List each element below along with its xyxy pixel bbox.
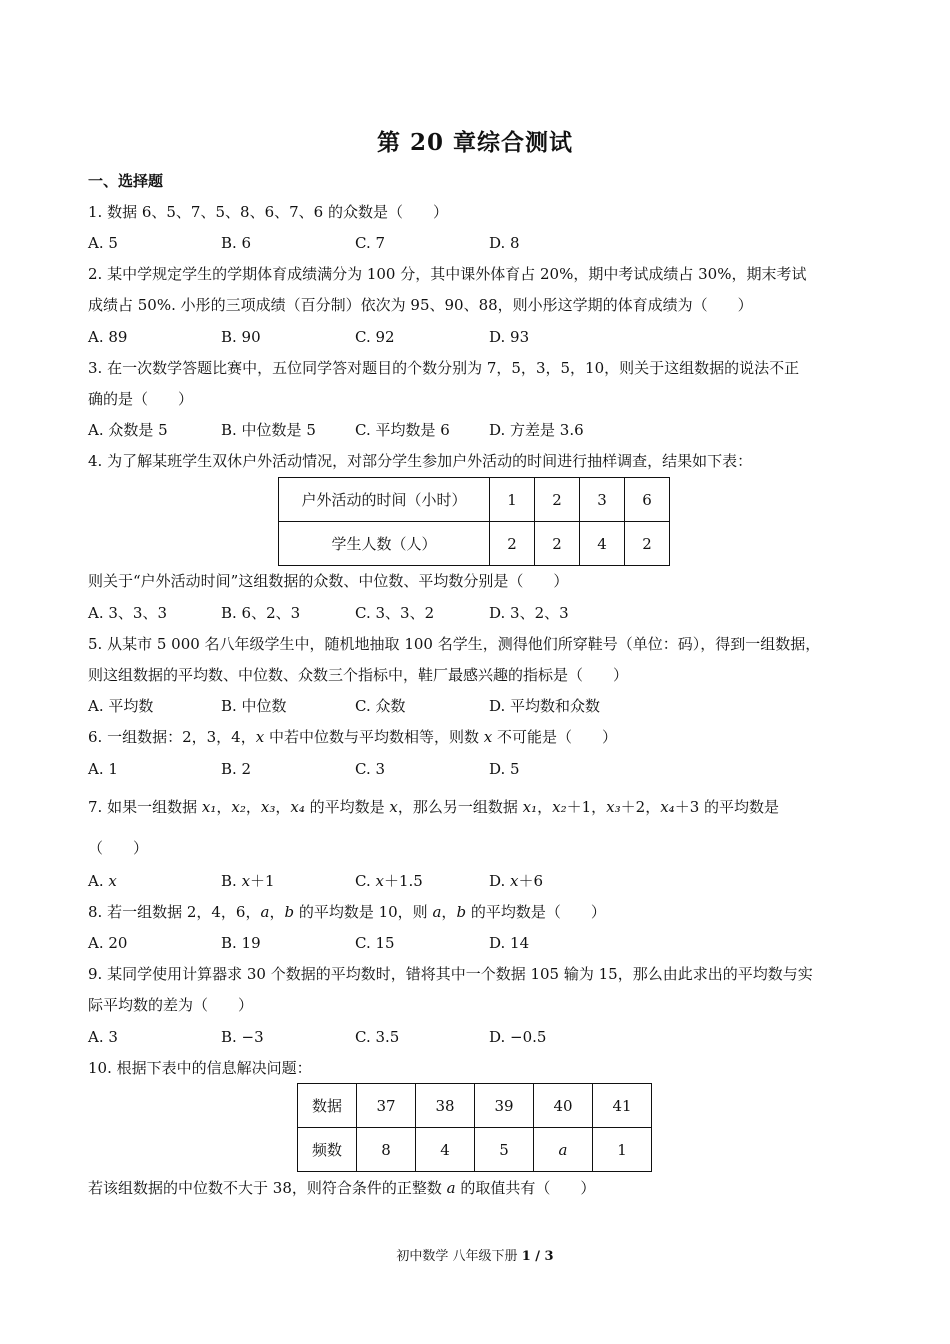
question-2-stem-line1: 2. 某中学规定学生的学期体育成绩满分为 100 分，其中课外体育占 20%，期中考试成绩占 30%，期末考试 [88,265,807,283]
variable-b: b [456,903,467,921]
table-cell: 38 [416,1084,475,1128]
stem-text: ， [441,903,457,921]
variable-x: x [483,728,493,746]
stem-text: ， [275,798,291,816]
question-8-options [88,933,868,953]
page-number: 1 / 3 [521,1249,554,1264]
option-d[interactable]: D. 14 [489,934,530,952]
option-c[interactable]: C. 众数 [355,697,406,715]
option-d[interactable] [489,871,543,891]
option-a[interactable]: A. 89 [88,328,128,346]
option-a[interactable]: A. 3 [88,1028,118,1046]
stem-text: ＋2， [620,798,661,816]
stem-text: ，那么另一组数据 [397,798,523,816]
table-cell: 1 [490,478,535,522]
stem-text: 6. 一组数据：2，3，4， [88,728,256,746]
section-heading: 一、选择题 [88,172,164,190]
table-header-cell: 频数 [298,1128,357,1172]
option-b[interactable]: B. 90 [221,328,261,346]
question-6-options [88,759,868,779]
variable-a: a [432,903,442,921]
question-7-options [88,871,868,891]
table-cell: 2 [490,522,535,566]
option-text: ＋6 [518,872,544,890]
option-a[interactable]: A. 1 [88,760,118,778]
option-c[interactable]: C. 7 [355,234,386,252]
option-a[interactable]: A. 5 [88,234,118,252]
stem-text: 的平均数是 10，则 [294,903,433,921]
variable: x₂ [552,798,567,816]
variable-x: x [510,872,519,890]
option-a[interactable]: A. 20 [88,934,128,952]
option-text: ＋1.5 [383,872,423,890]
question-7-stem-line2: （ ） [88,839,149,857]
option-letter: A. [88,872,109,890]
table-header-cell: 户外活动的时间（小时） [279,478,490,522]
variable: x₄ [660,798,675,816]
question-4-after: 则关于“户外活动时间”这组数据的众数、中位数、平均数分别是（ ） [88,572,569,590]
stem-text: ， [537,798,553,816]
option-c[interactable]: C. 15 [355,934,395,952]
table-row [279,522,670,566]
option-d[interactable]: D. 5 [489,760,520,778]
variable: x₂ [231,798,246,816]
option-b[interactable]: B. 6、2、3 [221,604,301,622]
question-1-options [88,233,868,253]
option-c[interactable] [355,871,423,891]
stem-text: ＋3 的平均数是 [674,798,779,816]
question-2-options [88,327,868,347]
option-b[interactable]: B. 6 [221,234,252,252]
variable-b: b [284,903,295,921]
stem-text: 7. 如果一组数据 [88,798,202,816]
table-row [298,1128,652,1172]
question-3-stem-line1: 3. 在一次数学答题比赛中，五位同学答对题目的个数分别为 7，5，3，5，10，则关于这组数据的说法不正 [88,359,800,377]
option-a[interactable]: A. 众数是 5 [88,421,168,439]
table-cell: 5 [475,1128,534,1172]
table-cell: 39 [475,1084,534,1128]
table-cell: 2 [535,522,580,566]
variable-x: x [241,872,251,890]
table-cell: 41 [593,1084,652,1128]
table-cell: 8 [357,1128,416,1172]
option-d[interactable]: D. −0.5 [489,1028,547,1046]
question-5-options [88,696,868,716]
question-5-stem-line2: 则这组数据的平均数、中位数、众数三个指标中，鞋厂最感兴趣的指标是（ ） [88,666,629,684]
question-3-options [88,420,868,440]
variable-x: x [375,872,384,890]
question-2-stem-line2: 成绩占 50%. 小彤的三项成绩（百分制）依次为 95、90、88，则小彤这学期的体育成绩为（ ） [88,296,753,314]
table-cell: a [534,1128,593,1172]
stem-text: 的平均数是 [304,798,390,816]
option-b[interactable]: B. 2 [221,760,252,778]
page-title: 第 20 章综合测试 [376,129,574,156]
option-b[interactable]: B. 19 [221,934,261,952]
question-5-stem-line1: 5. 从某市 5 000 名八年级学生中，随机地抽取 100 名学生，测得他们所穿鞋号（单位：码），得到一组数据， [88,635,821,653]
stem-text: 的平均数是（ ） [466,903,606,921]
footer-label: 初中数学 八年级下册 [396,1249,522,1264]
table-row [279,478,670,522]
table-header-cell: 数据 [298,1084,357,1128]
stem-text: ， [216,798,232,816]
option-a[interactable]: A. 3、3、3 [88,604,167,622]
variable: x₁ [522,798,538,816]
table-cell: 40 [534,1084,593,1128]
option-c[interactable]: C. 92 [355,328,395,346]
question-1-stem: 1. 数据 6、5、7、5、8、6、7、6 的众数是（ ） [88,203,448,221]
question-9-options [88,1027,868,1047]
table-cell: 3 [580,478,625,522]
option-a[interactable]: A. 平均数 [88,697,154,715]
question-10-after [88,1178,868,1198]
stem-text: ， [245,798,261,816]
variable-x: x [108,872,117,890]
stem-text: ＋1， [566,798,607,816]
option-text: ＋1 [250,872,275,890]
option-d[interactable]: D. 3、2、3 [489,604,569,622]
table-cell: 2 [535,478,580,522]
variable: x₃ [606,798,621,816]
option-b[interactable]: B. −3 [221,1028,264,1046]
question-8-stem [88,902,868,922]
activity-time-table [278,477,670,566]
option-d[interactable]: D. 93 [489,328,530,346]
option-c[interactable]: C. 3 [355,760,386,778]
table-row [298,1084,652,1128]
variable-a: a [446,1179,456,1197]
question-6-stem [88,727,868,747]
table-cell: 37 [357,1084,416,1128]
option-d[interactable]: D. 平均数和众数 [489,697,601,715]
variable: x₁ [201,798,217,816]
stem-text: 8. 若一组数据 2，4，6， [88,903,261,921]
stem-text: 的取值共有（ ） [455,1179,596,1197]
option-d[interactable]: D. 方差是 3.6 [489,421,584,439]
table-cell: 6 [625,478,670,522]
variable-x: x [255,728,265,746]
table-cell: 4 [580,522,625,566]
option-letter: B. [221,872,242,890]
stem-text: ， [269,903,285,921]
option-b[interactable]: B. 中位数是 5 [221,421,316,439]
table-cell: 4 [416,1128,475,1172]
option-c[interactable]: C. 3、3、2 [355,604,435,622]
option-b[interactable]: B. 中位数 [221,697,287,715]
stem-text: 不可能是（ ） [492,728,617,746]
option-b[interactable] [221,871,275,891]
variable: x₃ [260,798,276,816]
table-cell: 1 [593,1128,652,1172]
frequency-table [297,1083,652,1172]
table-header-cell: 学生人数（人） [279,522,490,566]
option-c[interactable]: C. 平均数是 6 [355,421,450,439]
variable-a: a [260,903,270,921]
stem-text: 若该组数据的中位数不大于 38，则符合条件的正整数 [88,1179,447,1197]
option-c[interactable]: C. 3.5 [355,1028,400,1046]
variable: x₄ [290,798,305,816]
question-7-stem [88,797,868,817]
question-3-stem-line2: 确的是（ ） [88,390,194,408]
question-9-stem-line1: 9. 某同学使用计算器求 30 个数据的平均数时，错将其中一个数据 105 输为 15，那么由此求出的平均数与实 [88,965,813,983]
question-4-stem: 4. 为了解某班学生双休户外活动情况，对部分学生参加户外活动的时间进行抽样调查，结果如下表： [88,452,753,470]
option-letter: C. [355,872,376,890]
option-letter: D. [489,872,511,890]
table-cell: 2 [625,522,670,566]
option-a[interactable] [88,871,117,891]
question-4-options [88,603,868,623]
variable: x [389,798,398,816]
question-10-stem: 10. 根据下表中的信息解决问题： [88,1059,312,1077]
stem-text: 中若中位数与平均数相等，则数 [264,728,484,746]
page-footer [0,1245,950,1264]
option-d[interactable]: D. 8 [489,234,520,252]
question-9-stem-line2: 际平均数的差为（ ） [88,996,254,1014]
